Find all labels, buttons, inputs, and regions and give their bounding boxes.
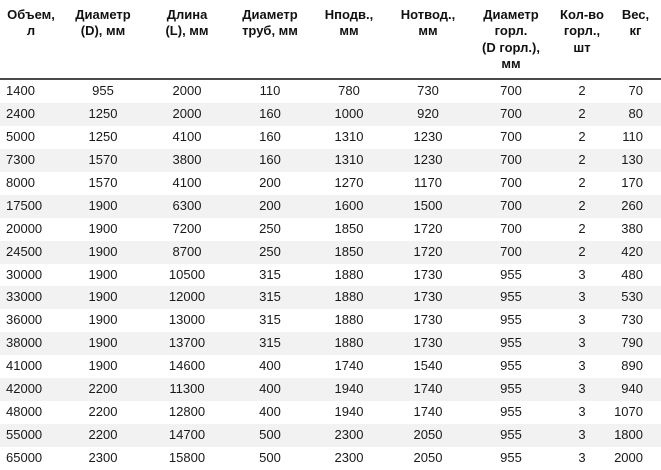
table-cell: 940 — [610, 378, 661, 401]
table-cell: 3 — [554, 378, 610, 401]
table-cell: 2300 — [310, 447, 388, 470]
table-cell: 1730 — [388, 332, 468, 355]
table-cell: 1400 — [0, 79, 62, 103]
header-spacer — [3, 40, 59, 58]
table-cell: 1850 — [310, 241, 388, 264]
table-cell: 14700 — [144, 424, 230, 447]
table-cell: 1740 — [310, 355, 388, 378]
table-cell: 41000 — [0, 355, 62, 378]
column-header-pipe-diameter-line2: труб, мм — [242, 23, 298, 39]
column-header-diameter-d-line2: (D), мм — [80, 23, 126, 39]
table-cell: 315 — [230, 309, 310, 332]
table-cell: 700 — [468, 79, 554, 103]
table-cell: 1900 — [62, 286, 144, 309]
table-cell: 2 — [554, 195, 610, 218]
table-cell: 1900 — [62, 264, 144, 287]
table-cell: 955 — [468, 355, 554, 378]
table-cell: 4100 — [144, 172, 230, 195]
table-cell: 2000 — [610, 447, 661, 470]
table-cell: 15800 — [144, 447, 230, 470]
table-cell: 160 — [230, 103, 310, 126]
table-cell: 170 — [610, 172, 661, 195]
column-header-neck-diameter-line2: горл. — [494, 23, 528, 39]
table-cell: 13000 — [144, 309, 230, 332]
table-row — [0, 286, 661, 309]
table-cell: 1880 — [310, 286, 388, 309]
table-cell: 4100 — [144, 126, 230, 149]
column-header-weight — [610, 0, 661, 79]
table-cell: 2000 — [144, 103, 230, 126]
table-cell: 17500 — [0, 195, 62, 218]
table-cell: 160 — [230, 149, 310, 172]
table-cell: 2000 — [144, 79, 230, 103]
table-cell: 2200 — [62, 401, 144, 424]
table-cell: 2400 — [0, 103, 62, 126]
table-cell: 955 — [468, 286, 554, 309]
table-cell: 1940 — [310, 378, 388, 401]
table-cell: 1900 — [62, 241, 144, 264]
table-cell: 2050 — [388, 447, 468, 470]
column-header-h-outlet-line2: мм — [418, 23, 438, 39]
table-cell: 8000 — [0, 172, 62, 195]
table-cell: 2 — [554, 172, 610, 195]
table-cell: 700 — [468, 241, 554, 264]
table-cell: 315 — [230, 332, 310, 355]
table-cell: 200 — [230, 172, 310, 195]
table-cell: 2 — [554, 218, 610, 241]
table-cell: 2050 — [388, 424, 468, 447]
table-cell: 2300 — [62, 447, 144, 470]
table-row — [0, 309, 661, 332]
column-header-h-outlet-line1: Нотвод., — [400, 7, 456, 22]
table-cell: 36000 — [0, 309, 62, 332]
table-cell: 1720 — [388, 218, 468, 241]
table-cell: 14600 — [144, 355, 230, 378]
table-cell: 955 — [62, 79, 144, 103]
table-cell: 5000 — [0, 126, 62, 149]
table-row — [0, 103, 661, 126]
table-cell: 12000 — [144, 286, 230, 309]
table-cell: 250 — [230, 218, 310, 241]
table-cell: 1900 — [62, 195, 144, 218]
header-spacer — [313, 40, 385, 58]
table-cell: 1230 — [388, 149, 468, 172]
table-row — [0, 424, 661, 447]
table-cell: 3 — [554, 401, 610, 424]
table-cell: 3 — [554, 309, 610, 332]
table-cell: 480 — [610, 264, 661, 287]
column-header-diameter-d — [62, 0, 144, 79]
table-row — [0, 218, 661, 241]
table-row — [0, 355, 661, 378]
table-cell: 955 — [468, 447, 554, 470]
table-cell: 1880 — [310, 309, 388, 332]
table-cell: 2200 — [62, 424, 144, 447]
table-cell: 955 — [468, 309, 554, 332]
table-cell: 1880 — [310, 264, 388, 287]
table-cell: 1310 — [310, 126, 388, 149]
table-row — [0, 378, 661, 401]
table-row — [0, 332, 661, 355]
table-cell: 1900 — [62, 309, 144, 332]
table-cell: 20000 — [0, 218, 62, 241]
table-row — [0, 401, 661, 424]
column-header-volume-line1: Объем, — [7, 7, 55, 22]
table-cell: 2 — [554, 241, 610, 264]
table-cell: 260 — [610, 195, 661, 218]
header-spacer — [391, 40, 465, 58]
column-header-neck-diameter-line1: Диаметр — [483, 7, 539, 22]
table-cell: 24500 — [0, 241, 62, 264]
table-cell: 955 — [468, 264, 554, 287]
table-cell: 7300 — [0, 149, 62, 172]
table-cell: 42000 — [0, 378, 62, 401]
column-header-length-l-line2: (L), мм — [165, 23, 209, 39]
table-row — [0, 447, 661, 470]
table-cell: 3 — [554, 332, 610, 355]
table-cell: 110 — [610, 126, 661, 149]
table-cell: 65000 — [0, 447, 62, 470]
table-cell: 1540 — [388, 355, 468, 378]
header-spacer — [147, 40, 227, 58]
table-cell: 6300 — [144, 195, 230, 218]
header-spacer — [65, 40, 141, 58]
table-cell: 955 — [468, 332, 554, 355]
table-cell: 2 — [554, 126, 610, 149]
table-cell: 8700 — [144, 241, 230, 264]
table-row — [0, 126, 661, 149]
table-row — [0, 195, 661, 218]
table-cell: 1730 — [388, 286, 468, 309]
table-cell: 700 — [468, 149, 554, 172]
column-header-diameter-d-line1: Диаметр — [75, 7, 131, 22]
table-cell: 33000 — [0, 286, 62, 309]
table-cell: 790 — [610, 332, 661, 355]
table-cell: 1740 — [388, 401, 468, 424]
table-cell: 500 — [230, 424, 310, 447]
table-cell: 700 — [468, 195, 554, 218]
table-cell: 3800 — [144, 149, 230, 172]
table-row — [0, 264, 661, 287]
column-header-h-inlet — [310, 0, 388, 79]
header-spacer — [613, 40, 658, 58]
table-cell: 10500 — [144, 264, 230, 287]
table-cell: 250 — [230, 241, 310, 264]
table-cell: 3 — [554, 264, 610, 287]
table-cell: 1880 — [310, 332, 388, 355]
table-cell: 1230 — [388, 126, 468, 149]
table-cell: 55000 — [0, 424, 62, 447]
table-cell: 400 — [230, 355, 310, 378]
column-header-pipe-diameter-line1: Диаметр — [242, 7, 298, 22]
table-cell: 1900 — [62, 332, 144, 355]
table-cell: 500 — [230, 447, 310, 470]
column-header-neck-diameter-line3: (D горл.), мм — [482, 39, 540, 71]
table-cell: 1720 — [388, 241, 468, 264]
table-cell: 1730 — [388, 309, 468, 332]
table-cell: 48000 — [0, 401, 62, 424]
column-header-h-inlet-line1: Нподв., — [324, 7, 374, 22]
table-cell: 1850 — [310, 218, 388, 241]
table-cell: 1800 — [610, 424, 661, 447]
table-cell: 3 — [554, 286, 610, 309]
table-cell: 12800 — [144, 401, 230, 424]
column-header-length-l-line1: Длина — [166, 7, 208, 22]
column-header-volume-line2: л — [26, 23, 36, 39]
table-cell: 2200 — [62, 378, 144, 401]
column-header-weight-line2: кг — [629, 23, 642, 39]
table-row — [0, 241, 661, 264]
table-header — [0, 0, 661, 79]
table-cell: 3 — [554, 424, 610, 447]
table-body — [0, 79, 661, 470]
table-cell: 700 — [468, 126, 554, 149]
table-cell: 1170 — [388, 172, 468, 195]
table-cell: 160 — [230, 126, 310, 149]
table-cell: 1940 — [310, 401, 388, 424]
header-spacer — [233, 40, 307, 58]
column-header-pipe-diameter — [230, 0, 310, 79]
table-row — [0, 149, 661, 172]
table-cell: 13700 — [144, 332, 230, 355]
column-header-neck-count-line2: горл., — [563, 23, 601, 39]
table-cell: 700 — [468, 172, 554, 195]
table-cell: 2 — [554, 79, 610, 103]
table-cell: 1740 — [388, 378, 468, 401]
column-header-weight-line1: Вес, — [621, 7, 650, 22]
table-cell: 2300 — [310, 424, 388, 447]
table-cell: 890 — [610, 355, 661, 378]
table-cell: 955 — [468, 378, 554, 401]
table-cell: 70 — [610, 79, 661, 103]
table-row — [0, 79, 661, 103]
table-cell: 730 — [388, 79, 468, 103]
table-cell: 3 — [554, 447, 610, 470]
table-cell: 2 — [554, 103, 610, 126]
table-cell: 2 — [554, 149, 610, 172]
column-header-neck-count-line1: Кол-во — [560, 7, 604, 22]
table-cell: 955 — [468, 424, 554, 447]
table-cell: 200 — [230, 195, 310, 218]
table-cell: 420 — [610, 241, 661, 264]
column-header-h-outlet — [388, 0, 468, 79]
table-cell: 1310 — [310, 149, 388, 172]
table-cell: 380 — [610, 218, 661, 241]
table-cell: 1250 — [62, 126, 144, 149]
table-cell: 730 — [610, 309, 661, 332]
column-header-h-inlet-line2: мм — [339, 23, 359, 39]
table-cell: 1600 — [310, 195, 388, 218]
table-cell: 400 — [230, 401, 310, 424]
table-cell: 80 — [610, 103, 661, 126]
table-cell: 400 — [230, 378, 310, 401]
table-row — [0, 172, 661, 195]
table-cell: 1250 — [62, 103, 144, 126]
table-cell: 700 — [468, 103, 554, 126]
table-cell: 1730 — [388, 264, 468, 287]
table-cell: 110 — [230, 79, 310, 103]
table-cell: 30000 — [0, 264, 62, 287]
table-cell: 1570 — [62, 172, 144, 195]
table-cell: 955 — [468, 401, 554, 424]
table-cell: 920 — [388, 103, 468, 126]
table-cell: 3 — [554, 355, 610, 378]
table-cell: 315 — [230, 264, 310, 287]
column-header-neck-diameter — [468, 0, 554, 79]
table-cell: 530 — [610, 286, 661, 309]
column-header-length-l — [144, 0, 230, 79]
table-cell: 38000 — [0, 332, 62, 355]
table-cell: 11300 — [144, 378, 230, 401]
column-header-neck-count — [554, 0, 610, 79]
column-header-volume — [0, 0, 62, 79]
table-cell: 1000 — [310, 103, 388, 126]
table-cell: 1570 — [62, 149, 144, 172]
table-cell: 1500 — [388, 195, 468, 218]
table-cell: 700 — [468, 218, 554, 241]
column-header-neck-count-line3: шт — [573, 39, 591, 55]
table-cell: 7200 — [144, 218, 230, 241]
table-cell: 1270 — [310, 172, 388, 195]
table-header-row — [0, 0, 661, 79]
table-cell: 1900 — [62, 218, 144, 241]
table-cell: 1900 — [62, 355, 144, 378]
table-cell: 1070 — [610, 401, 661, 424]
table-cell: 780 — [310, 79, 388, 103]
table-cell: 315 — [230, 286, 310, 309]
table-cell: 130 — [610, 149, 661, 172]
